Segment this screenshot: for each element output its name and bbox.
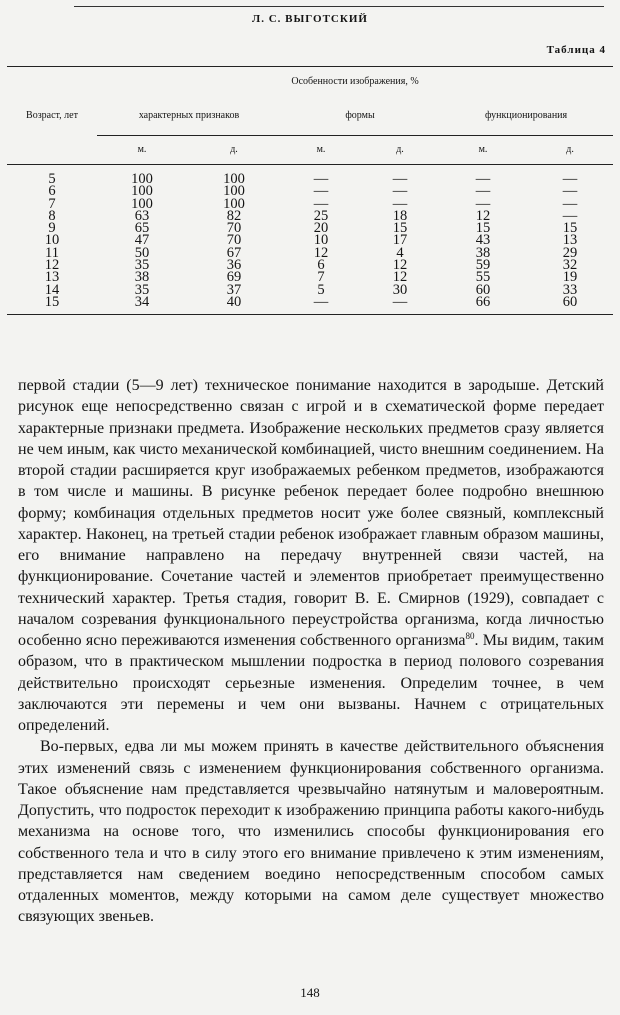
age-cell: 11 <box>45 244 59 261</box>
footnote-ref[interactable]: 80 <box>465 631 475 641</box>
age-cell: 15 <box>7 296 97 315</box>
value-cell: 13 <box>562 232 578 249</box>
value-cell: 7 <box>317 269 325 286</box>
value-cell: — <box>562 195 578 212</box>
value-cell: 12 <box>475 207 491 224</box>
age-cell: 6 <box>48 183 56 200</box>
value-cell: 34 <box>97 296 187 315</box>
table-row <box>7 247 613 259</box>
table-row <box>7 271 613 283</box>
value-cell: 6 <box>317 257 325 274</box>
header-col-form: формы <box>281 97 439 136</box>
value-cell: — <box>475 171 491 187</box>
value-cell: — <box>392 171 408 187</box>
body-text <box>18 375 604 928</box>
value-cell: — <box>562 171 578 187</box>
value-cell: 100 <box>223 171 245 187</box>
value-cell: 36 <box>226 257 242 274</box>
value-cell: 60 <box>475 281 491 298</box>
data-table <box>7 66 613 315</box>
value-cell: 65 <box>134 220 150 237</box>
value-cell: 10 <box>313 232 329 249</box>
value-cell: 12 <box>392 257 408 274</box>
value-cell: 20 <box>313 220 329 237</box>
table-label: Таблица 4 <box>546 44 606 56</box>
value-cell: 47 <box>134 232 150 249</box>
value-cell: 59 <box>475 257 491 274</box>
value-cell: — <box>361 296 439 315</box>
value-cell: 12 <box>313 244 329 261</box>
value-cell: — <box>562 207 578 224</box>
value-cell: — <box>313 171 329 187</box>
table-row <box>7 165 613 186</box>
table-row <box>7 210 613 222</box>
table-body <box>7 165 613 315</box>
value-cell: 69 <box>226 269 242 286</box>
table-row <box>7 222 613 234</box>
value-cell: 35 <box>134 281 150 298</box>
table-row <box>7 284 613 296</box>
header-sub: м. <box>439 136 527 165</box>
value-cell: 18 <box>392 207 408 224</box>
value-cell: 67 <box>226 244 242 261</box>
header-sub: м. <box>281 136 361 165</box>
value-cell: 29 <box>562 244 578 261</box>
value-cell: 38 <box>475 244 491 261</box>
age-cell: 9 <box>48 220 56 237</box>
header-sub: м. <box>97 136 187 165</box>
value-cell: 82 <box>226 207 242 224</box>
value-cell: 100 <box>223 183 245 200</box>
value-cell: 55 <box>475 269 491 286</box>
value-cell: 32 <box>562 257 578 274</box>
value-cell: 30 <box>392 281 408 298</box>
age-cell: 14 <box>44 281 60 298</box>
header-sub: д. <box>361 136 439 165</box>
running-head: Л. С. ВЫГОТСКИЙ <box>252 13 368 25</box>
page-number: 148 <box>300 985 320 1000</box>
value-cell: 4 <box>396 244 404 261</box>
value-cell: 70 <box>226 232 242 249</box>
value-cell: 50 <box>134 244 150 261</box>
header-group: Особенности изображения, % <box>97 67 613 98</box>
value-cell: — <box>392 183 408 200</box>
value-cell: 60 <box>527 296 613 315</box>
table-row <box>7 185 613 197</box>
table-row <box>7 296 613 315</box>
value-cell: — <box>475 183 491 200</box>
header-col-features: характерных признаков <box>97 97 281 136</box>
value-cell: 12 <box>392 269 408 286</box>
value-cell: 100 <box>131 171 153 187</box>
header-sub: д. <box>187 136 281 165</box>
value-cell: 15 <box>392 220 408 237</box>
value-cell: 33 <box>562 281 578 298</box>
value-cell: 100 <box>131 183 153 200</box>
value-cell: 63 <box>134 207 150 224</box>
paragraph-1: первой стадии (5—9 лет) техническое понимание находится в зародыше. Детский рисунок еще непосредственно связан с игрой и в схематической форме передает характерные признаки предмета. Изображение нескольких предметов сразу является не чем иным, как чисто механической комбинацией, чисто внешним соединением. На второй стадии расширяется круг изображаемых ребенком предметов, изображаются в том числе и машины. В рисунке ребенок передает более подробно внешнюю форму; комбинация отдельных предметов носит уже более связный, комплексный характер. Наконец, на третьей стадии ребенок изображает главным образом машины, его внимание направлено на передачу внутренней связи частей, на функционирование. Сочетание частей и элементов приобретает преимущественно технический характер. Третья стадия, говорит В. Е. Смирнов (1929), совпадает с началом созревания функционального переустройства организма, когда личностью особенно ясно переживаются изменения собственного организма$^{80}$. Мы видим, таким образом, что в практическом мышлении подростка в период полового созревания действительно происходят серьезные изменения. Определим точнее, в чем заключаются эти перемены и чем они вызваны. Начнем с отрицательных определений. <box>18 377 604 734</box>
header-col-function: функционирования <box>439 97 613 136</box>
age-cell: 12 <box>44 257 60 274</box>
header-sub: д. <box>527 136 613 165</box>
age-cell: 5 <box>48 171 56 187</box>
value-cell: 35 <box>134 257 150 274</box>
top-rule <box>74 6 604 7</box>
age-cell: 10 <box>44 232 60 249</box>
value-cell: 100 <box>223 195 245 212</box>
header-age: Возраст, лет <box>7 67 97 165</box>
value-cell: 25 <box>313 207 329 224</box>
age-cell: 8 <box>48 207 56 224</box>
value-cell: — <box>313 183 329 200</box>
value-cell: 100 <box>131 195 153 212</box>
table-row <box>7 259 613 271</box>
value-cell: 38 <box>134 269 150 286</box>
value-cell: 15 <box>562 220 578 237</box>
value-cell: — <box>392 195 408 212</box>
age-cell: 7 <box>48 195 56 212</box>
data-table-wrapper <box>7 66 613 315</box>
value-cell: 43 <box>475 232 491 249</box>
paragraph-2: Во-первых, едва ли мы можем принять в качестве действительного объяснения этих изменений связь с изменением функционирования собственного организма. Такое объяснение нам представляется чрезвычайно натянутым и маловероятным. Допустить, что подросток переходит к изображению принципа работы какого-нибудь механизма на основе того, что изменились способы функционирования его собственного тела и что в силу этого его внимание привлечено к этим изменениям, представляется нам сведением воедино непосредственным способом самых отдаленных моментов, между которыми на самом деле существует множество связующих звеньев. <box>18 738 604 926</box>
value-cell: 66 <box>439 296 527 315</box>
value-cell: 15 <box>475 220 491 237</box>
value-cell: 17 <box>392 232 408 249</box>
value-cell: 37 <box>226 281 242 298</box>
value-cell: 19 <box>562 269 578 286</box>
value-cell: — <box>313 195 329 212</box>
table-row <box>7 234 613 246</box>
value-cell: — <box>281 296 361 315</box>
value-cell: 5 <box>317 281 325 298</box>
value-cell: 70 <box>226 220 242 237</box>
table-row <box>7 198 613 210</box>
value-cell: — <box>475 195 491 212</box>
value-cell: — <box>562 183 578 200</box>
age-cell: 13 <box>44 269 60 286</box>
value-cell: 40 <box>187 296 281 315</box>
